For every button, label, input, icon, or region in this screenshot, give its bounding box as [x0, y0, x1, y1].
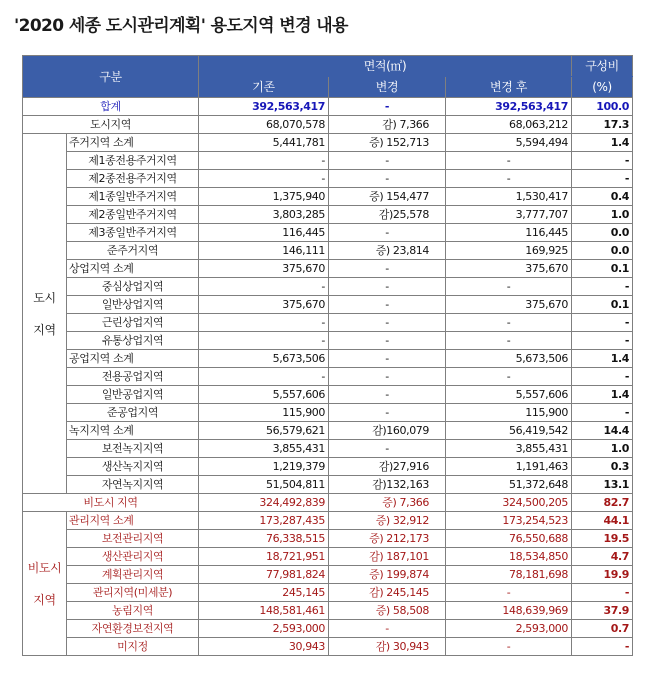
row-change: -: [329, 314, 446, 332]
table-row: [23, 422, 633, 440]
row-ratio: 0.1: [572, 296, 633, 314]
row-change: 감) 187,101: [329, 548, 446, 566]
row-after: 5,673,506: [446, 350, 572, 368]
row-before: 3,855,431: [199, 440, 329, 458]
row-after: 3,855,431: [446, 440, 572, 458]
total-after: 392,563,417: [446, 98, 572, 116]
row-after: -: [446, 584, 572, 602]
row-before: 18,721,951: [199, 548, 329, 566]
row-label: 준공업지역: [67, 404, 199, 422]
header-before: 기존: [199, 77, 329, 98]
table-row: [23, 206, 633, 224]
row-before: 77,981,824: [199, 566, 329, 584]
row-after: 1,191,463: [446, 458, 572, 476]
row-label: 일반공업지역: [67, 386, 199, 404]
row-after: 115,900: [446, 404, 572, 422]
table-row: [23, 620, 633, 638]
total-row: [23, 98, 633, 116]
row-label: 계획관리지역: [67, 566, 199, 584]
row-before: 30,943: [199, 638, 329, 656]
row-after: 78,181,698: [446, 566, 572, 584]
row-ratio: 1.4: [572, 134, 633, 152]
row-label: 제1종일반주거지역: [67, 188, 199, 206]
row-after: 1,530,417: [446, 188, 572, 206]
row-after: -: [446, 332, 572, 350]
row-ratio: -: [572, 638, 633, 656]
table-row: [23, 314, 633, 332]
row-label: 자연녹지지역: [67, 476, 199, 494]
table-row: [23, 638, 633, 656]
header-area: 면적(㎡): [199, 56, 572, 77]
nonurban-total-row: [23, 494, 633, 512]
row-after: 148,639,969: [446, 602, 572, 620]
row-before: 245,145: [199, 584, 329, 602]
row-change: -: [329, 620, 446, 638]
row-label: 제2종전용주거지역: [67, 170, 199, 188]
row-label: 녹지지역 소계: [67, 422, 199, 440]
table-row: [23, 350, 633, 368]
row-label: 일반상업지역: [67, 296, 199, 314]
table-row: [23, 602, 633, 620]
table-row: [23, 224, 633, 242]
row-before: -: [199, 278, 329, 296]
table-row: [23, 188, 633, 206]
row-change: 증) 58,508: [329, 602, 446, 620]
row-change: 증) 212,173: [329, 530, 446, 548]
row-label: 전용공업지역: [67, 368, 199, 386]
row-group-line: 도시: [33, 290, 56, 305]
row-after: 116,445: [446, 224, 572, 242]
row-after: -: [446, 152, 572, 170]
row-ratio: -: [572, 332, 633, 350]
table-row: [23, 386, 633, 404]
row-change: -: [329, 278, 446, 296]
row-after: 3,777,707: [446, 206, 572, 224]
row-label: 관리지역 소계: [67, 512, 199, 530]
header-unit: (%): [572, 77, 633, 98]
page-title: '2020 세종 도시관리계획' 용도지역 변경 내용: [14, 16, 348, 36]
row-label: 중심상업지역: [67, 278, 199, 296]
row-change: 감)132,163: [329, 476, 446, 494]
row-ratio: 1.0: [572, 206, 633, 224]
nonurban-total-change: 증) 7,366: [329, 494, 446, 512]
row-group-line: 지역: [33, 592, 56, 607]
row-change: 증) 32,912: [329, 512, 446, 530]
table-row: [23, 332, 633, 350]
row-before: -: [199, 314, 329, 332]
table-row: [23, 512, 633, 530]
nonurban-total-ratio: 82.7: [572, 494, 633, 512]
row-before: 5,441,781: [199, 134, 329, 152]
row-label: 생산관리지역: [67, 548, 199, 566]
row-change: 감)25,578: [329, 206, 446, 224]
table-row: [23, 278, 633, 296]
table-row: [23, 548, 633, 566]
row-group-label: [23, 512, 67, 656]
row-change: -: [329, 152, 446, 170]
row-ratio: 0.0: [572, 224, 633, 242]
row-after: -: [446, 278, 572, 296]
row-change: 감)27,916: [329, 458, 446, 476]
row-before: -: [199, 170, 329, 188]
total-label: 합계: [23, 98, 199, 116]
row-ratio: 0.4: [572, 188, 633, 206]
row-label: 생산녹지지역: [67, 458, 199, 476]
row-change: 감) 30,943: [329, 638, 446, 656]
row-ratio: 0.0: [572, 242, 633, 260]
row-change: -: [329, 440, 446, 458]
table-row: [23, 404, 633, 422]
row-before: 56,579,621: [199, 422, 329, 440]
row-label: 공업지역 소계: [67, 350, 199, 368]
row-after: 76,550,688: [446, 530, 572, 548]
table-row: [23, 242, 633, 260]
table-row: [23, 440, 633, 458]
row-ratio: -: [572, 278, 633, 296]
row-change: -: [329, 224, 446, 242]
row-group-line: 비도시: [27, 560, 62, 575]
row-change: 증) 154,477: [329, 188, 446, 206]
row-ratio: 37.9: [572, 602, 633, 620]
row-ratio: 1.0: [572, 440, 633, 458]
row-label: 농림지역: [67, 602, 199, 620]
urban-total-change: 감) 7,366: [329, 116, 446, 134]
row-change: -: [329, 170, 446, 188]
row-before: 116,445: [199, 224, 329, 242]
row-before: 173,287,435: [199, 512, 329, 530]
row-before: 2,593,000: [199, 620, 329, 638]
table-row: [23, 566, 633, 584]
row-ratio: 19.5: [572, 530, 633, 548]
row-ratio: -: [572, 170, 633, 188]
row-before: 1,219,379: [199, 458, 329, 476]
total-change: -: [329, 98, 446, 116]
row-change: 감) 245,145: [329, 584, 446, 602]
row-after: 18,534,850: [446, 548, 572, 566]
row-label: 관리지역(미세분): [67, 584, 199, 602]
nonurban-total-label: 비도시 지역: [23, 494, 199, 512]
urban-total-label: 도시지역: [23, 116, 199, 134]
row-change: -: [329, 332, 446, 350]
urban-total-after: 68,063,212: [446, 116, 572, 134]
table-row: [23, 584, 633, 602]
row-group-label: [23, 134, 67, 494]
row-before: 146,111: [199, 242, 329, 260]
row-label: 제1종전용주거지역: [67, 152, 199, 170]
table-row: [23, 368, 633, 386]
row-before: 76,338,515: [199, 530, 329, 548]
row-before: 375,670: [199, 296, 329, 314]
table-row: [23, 152, 633, 170]
row-label: 자연환경보전지역: [67, 620, 199, 638]
row-ratio: 0.3: [572, 458, 633, 476]
header-gubun: 구분: [23, 56, 199, 98]
row-before: 5,557,606: [199, 386, 329, 404]
row-label: 보전녹지지역: [67, 440, 199, 458]
urban-total-row: [23, 116, 633, 134]
row-label: 유통상업지역: [67, 332, 199, 350]
row-ratio: -: [572, 314, 633, 332]
row-label: 상업지역 소계: [67, 260, 199, 278]
row-label: 준주거지역: [67, 242, 199, 260]
row-group-line: 지역: [33, 322, 56, 337]
row-change: -: [329, 296, 446, 314]
urban-total-before: 68,070,578: [199, 116, 329, 134]
row-before: -: [199, 368, 329, 386]
row-before: 148,581,461: [199, 602, 329, 620]
row-ratio: -: [572, 368, 633, 386]
row-before: 1,375,940: [199, 188, 329, 206]
row-change: -: [329, 260, 446, 278]
urban-total-ratio: 17.3: [572, 116, 633, 134]
row-change: 증) 199,874: [329, 566, 446, 584]
row-ratio: 4.7: [572, 548, 633, 566]
row-label: 미지정: [67, 638, 199, 656]
row-ratio: 0.1: [572, 260, 633, 278]
row-after: -: [446, 638, 572, 656]
row-label: 제2종일반주거지역: [67, 206, 199, 224]
row-after: 375,670: [446, 260, 572, 278]
row-ratio: -: [572, 152, 633, 170]
row-change: -: [329, 368, 446, 386]
row-change: -: [329, 386, 446, 404]
row-after: -: [446, 368, 572, 386]
row-ratio: 0.7: [572, 620, 633, 638]
total-before: 392,563,417: [199, 98, 329, 116]
nonurban-total-after: 324,500,205: [446, 494, 572, 512]
row-label: 제3종일반주거지역: [67, 224, 199, 242]
row-ratio: 44.1: [572, 512, 633, 530]
row-change: -: [329, 404, 446, 422]
row-after: 169,925: [446, 242, 572, 260]
header-row-1: [23, 56, 633, 77]
row-label: 주거지역 소계: [67, 134, 199, 152]
row-label: 보전관리지역: [67, 530, 199, 548]
row-change: -: [329, 350, 446, 368]
row-ratio: 19.9: [572, 566, 633, 584]
row-ratio: 14.4: [572, 422, 633, 440]
table-row: [23, 134, 633, 152]
row-before: 3,803,285: [199, 206, 329, 224]
table-row: [23, 458, 633, 476]
nonurban-total-before: 324,492,839: [199, 494, 329, 512]
header-change: 변경: [329, 77, 446, 98]
row-after: 5,594,494: [446, 134, 572, 152]
table-row: [23, 260, 633, 278]
row-before: 115,900: [199, 404, 329, 422]
row-ratio: 1.4: [572, 350, 633, 368]
row-after: 2,593,000: [446, 620, 572, 638]
table-row: [23, 170, 633, 188]
row-change: 증) 152,713: [329, 134, 446, 152]
table-row: [23, 530, 633, 548]
row-after: 173,254,523: [446, 512, 572, 530]
row-ratio: 1.4: [572, 386, 633, 404]
row-after: 375,670: [446, 296, 572, 314]
row-ratio: -: [572, 584, 633, 602]
row-change: 증) 23,814: [329, 242, 446, 260]
row-before: -: [199, 332, 329, 350]
table-row: [23, 296, 633, 314]
row-after: 51,372,648: [446, 476, 572, 494]
total-ratio: 100.0: [572, 98, 633, 116]
row-before: 5,673,506: [199, 350, 329, 368]
table-row: [23, 476, 633, 494]
row-after: -: [446, 170, 572, 188]
row-change: 감)160,079: [329, 422, 446, 440]
row-before: 51,504,811: [199, 476, 329, 494]
row-after: 56,419,542: [446, 422, 572, 440]
zoning-change-table: [22, 55, 633, 656]
header-after: 변경 후: [446, 77, 572, 98]
row-before: 375,670: [199, 260, 329, 278]
row-label: 근린상업지역: [67, 314, 199, 332]
header-ratio: 구성비: [572, 56, 633, 77]
row-ratio: 13.1: [572, 476, 633, 494]
row-after: -: [446, 314, 572, 332]
row-before: -: [199, 152, 329, 170]
row-ratio: -: [572, 404, 633, 422]
row-after: 5,557,606: [446, 386, 572, 404]
